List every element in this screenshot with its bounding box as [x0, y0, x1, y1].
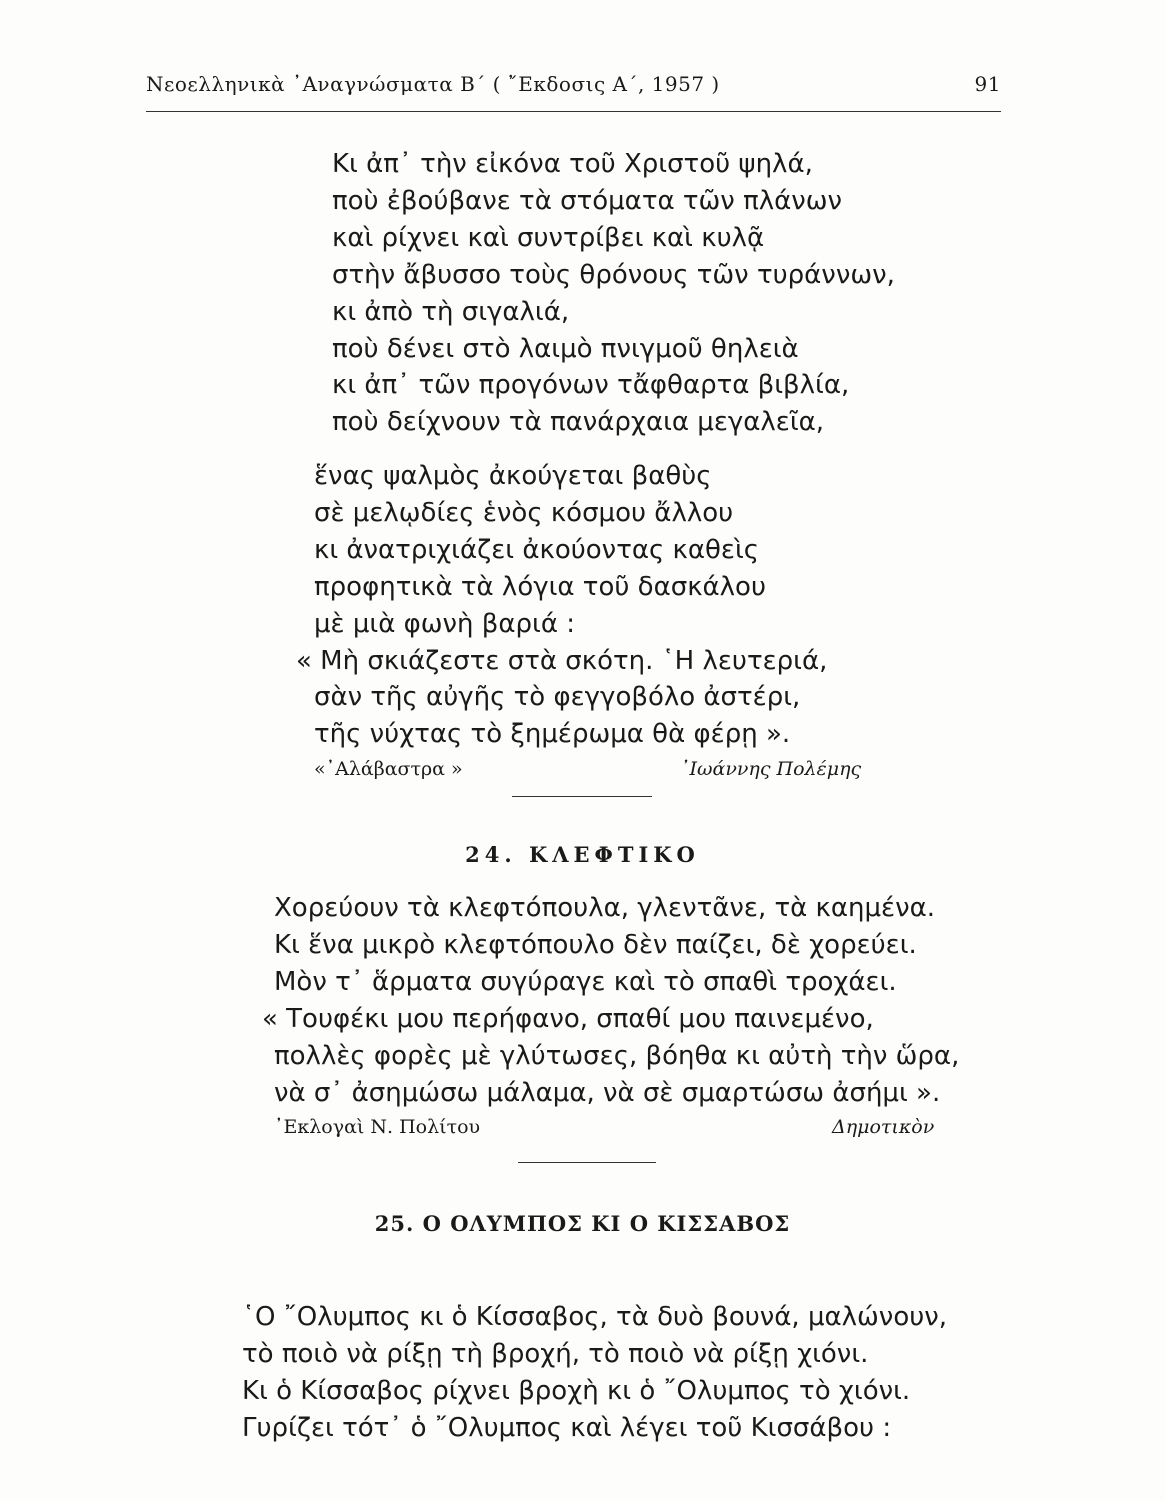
verse-line: ἕνας ψαλμὸς ἀκούγεται βαθὺς — [314, 461, 712, 491]
poem-author: ᾿Ιωάννης Πολέμης — [680, 758, 862, 780]
verse-line: καὶ ρίχνει καὶ συντρίβει καὶ κυλᾷ — [332, 222, 765, 253]
poem-olympos — [242, 1299, 947, 1447]
section-title-24: 24. ΚΛΕΦΤΙΚΟ — [465, 842, 700, 867]
header-rule — [146, 111, 1001, 112]
book-title: Νεοελληνικὰ ᾿Αναγνώσματα Β΄ ( ῎Εκδοσις Α΄, 1957 ) — [146, 72, 720, 96]
verse-line: Μὸν τ᾿ ἅρματα συγύραγε καὶ τὸ σπαθὶ τροχάει. — [274, 966, 897, 997]
verse-line: μὲ μιὰ φωνὴ βαριά : — [314, 608, 575, 639]
verse-line: Χορεύουν τὰ κλεφτόπουλα, γλεντᾶνε, τὰ καημένα. — [274, 893, 936, 923]
verse-line: τῆς νύχτας τὸ ξημέρωμα θὰ φέρῃ ». — [314, 719, 791, 750]
verse-line: σὰν τῆς αὐγῆς τὸ φεγγοβόλο ἀστέρι, — [314, 682, 801, 713]
verse-line: Κι ὁ Κίσσαβος ρίχνει βροχὴ κι ὁ ῎Ολυμπος τὸ χιόνι. — [242, 1375, 911, 1406]
verse-line: ποὺ δένει στὸ λαιμὸ πνιγμοῦ θηλειὰ — [332, 333, 799, 364]
verse-line: κι ἀπ᾿ τῶν προγόνων τἄφθαρτα βιβλία, — [332, 370, 850, 401]
verse-line: σὲ μελῳδίες ἑνὸς κόσμου ἄλλου — [314, 497, 734, 528]
verse-line: Κι ἀπ᾿ τὴν εἰκόνα τοῦ Χριστοῦ ψηλά, — [332, 149, 813, 179]
verse-line: τὸ ποιὸ νὰ ρίξῃ τὴ βροχή, τὸ ποιὸ νὰ ρίξῃ χιόνι. — [242, 1338, 869, 1369]
poem-kleftiko — [262, 890, 959, 1111]
page-number: 91 — [974, 72, 1001, 96]
verse-line: στὴν ἄβυσσο τοὺς θρόνους τῶν τυράννων, — [332, 259, 895, 290]
section-divider — [512, 796, 652, 797]
section-title-25: 25. Ο ΟΛΥΜΠΟΣ ΚΙ Ο ΚΙΣΣΑΒΟΣ — [374, 1211, 791, 1236]
poem-continuation — [332, 146, 895, 441]
verse-line: ῾Ο ῎Ολυμπος κι ὁ Κίσσαβος, τὰ δυὸ βουνά, μαλώνουν, — [242, 1302, 948, 1332]
verse-line: « Τουφέκι μου περήφανο, σπαθί μου παινεμένο, — [262, 1003, 874, 1034]
section-divider — [518, 1162, 656, 1163]
poem-stanza-2 — [296, 458, 828, 753]
verse-line: νὰ σ᾿ ἀσημώσω μάλαμα, νὰ σὲ σμαρτώσω ἀσήμι ». — [274, 1077, 941, 1108]
section24-source: ᾿Εκλογαὶ Ν. Πολίτου — [274, 1116, 481, 1138]
verse-line: Γυρίζει τότ᾿ ὁ ῎Ολυμπος καὶ λέγει τοῦ Κισσάβου : — [242, 1412, 892, 1443]
verse-line: προφητικὰ τὰ λόγια τοῦ δασκάλου — [314, 571, 767, 602]
verse-line: « Μὴ σκιάζεστε στὰ σκότη. ῾Η λευτεριά, — [296, 645, 828, 676]
verse-line: ποὺ δείχνουν τὰ πανάρχαια μεγαλεῖα, — [332, 407, 825, 438]
verse-line: κι ἀνατριχιάζει ἀκούοντας καθεὶς — [314, 534, 759, 565]
poem-source: «᾿Αλάβαστρα » — [314, 758, 463, 780]
verse-line: κι ἀπὸ τὴ σιγαλιά, — [332, 296, 570, 327]
section24-author: Δημοτικὸν — [832, 1116, 935, 1138]
verse-line: Κι ἕνα μικρὸ κλεφτόπουλο δὲν παίζει, δὲ χορεύει. — [274, 929, 917, 960]
verse-line: πολλὲς φορὲς μὲ γλύτωσες, βόηθα κι αὐτὴ τὴν ὥρα, — [274, 1040, 960, 1071]
verse-line: ποὺ ἐβούβανε τὰ στόματα τῶν πλάνων — [332, 185, 843, 216]
